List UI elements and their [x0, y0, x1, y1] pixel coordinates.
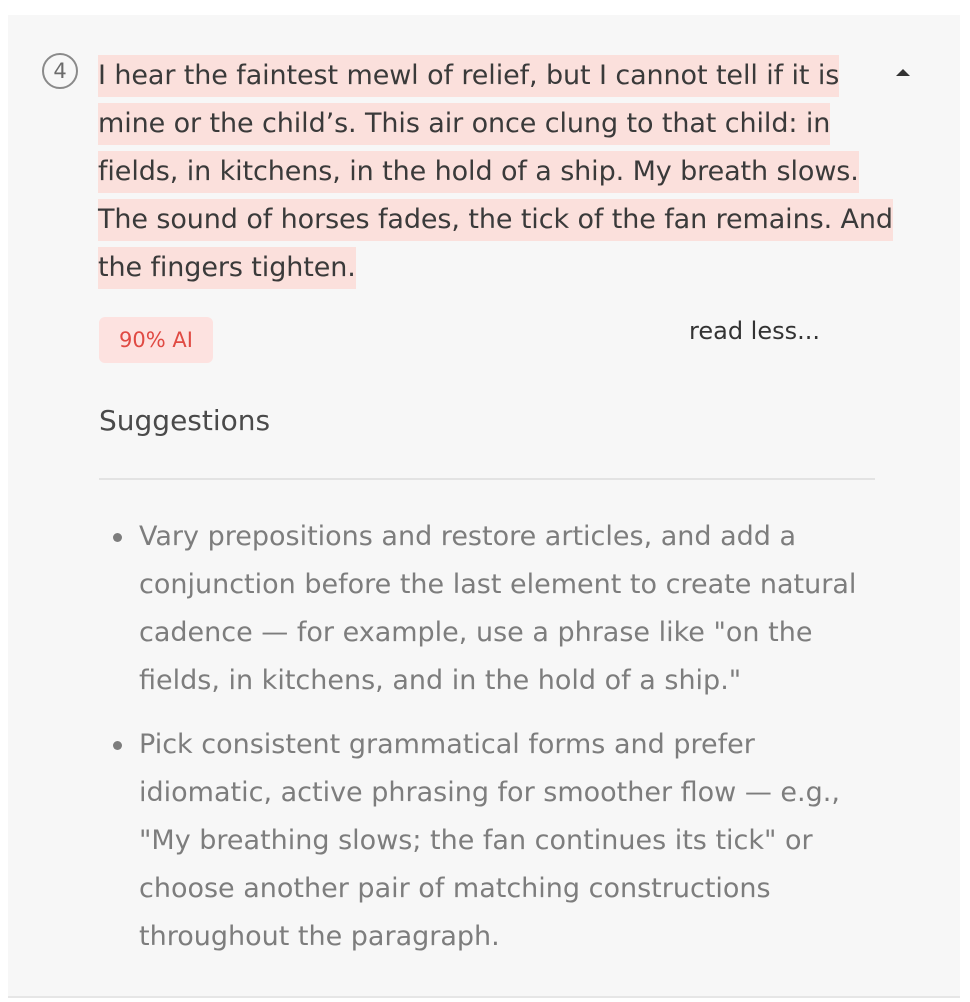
suggestions-title: Suggestions [99, 404, 271, 437]
bullet-icon [113, 741, 122, 750]
collapse-caret-up-icon[interactable] [896, 69, 910, 76]
divider [99, 478, 875, 480]
highlighted-paragraph [98, 52, 898, 292]
ai-score-badge [99, 317, 213, 363]
suggestion-text: Pick consistent grammatical forms and prefer idiomatic, active phrasing for smoother flow — e.g., "My breathing slows; the fan continues its tick" or choose another pair of matching constructions throughout the paragraph. [139, 729, 840, 952]
suggestion-text: Vary prepositions and restore articles, and add a conjunction before the last element to create natural cadence — for example, use a phrase like "on the fields, in kitchens, and in the hold of a ship." [139, 521, 857, 696]
item-number-badge [42, 53, 78, 89]
ai-score-label: 90% AI [119, 328, 193, 352]
suggestion-item [99, 513, 879, 705]
suggestions-list [99, 513, 879, 977]
read-less-link[interactable]: read less... [689, 317, 821, 345]
paragraph-text: I hear the faintest mewl of relief, but I cannot tell if it is mine or the child’s. This air once clung to that child: in fields, in kitchens, in the hold of a ship. My breath slows. The sound of horses fades, the tick of the fan remains. And the fingers tighten. [98, 55, 893, 289]
item-number: 4 [53, 59, 67, 83]
suggestion-item [99, 721, 879, 961]
suggestion-card [8, 15, 960, 998]
bullet-icon [113, 533, 122, 542]
